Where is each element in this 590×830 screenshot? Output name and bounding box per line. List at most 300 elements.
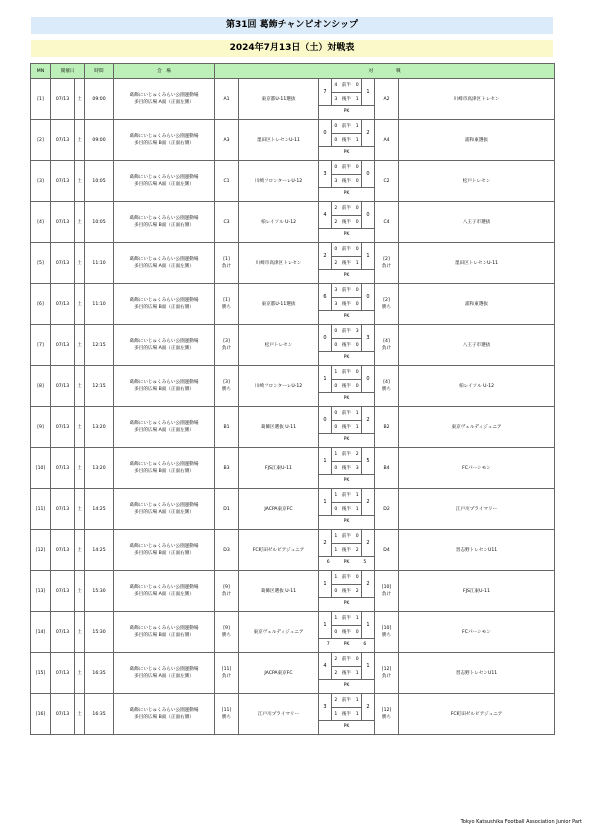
first-half-score-a: 2	[334, 657, 338, 662]
slot-b-note: 勝ち	[381, 305, 392, 310]
first-half-label: 前半	[341, 288, 352, 293]
match-time: 16:35	[85, 653, 114, 694]
total-score-b: 1	[366, 622, 370, 628]
first-half-score-b: 0	[355, 206, 359, 211]
match-number: [2]	[31, 120, 51, 161]
slot-a-cell	[215, 79, 239, 120]
first-half-score-b: 0	[355, 575, 359, 580]
team-a: 葛飾区選抜 U-11	[239, 407, 319, 448]
slot-a-note: 勝ち	[221, 715, 232, 720]
venue-cell	[114, 79, 215, 120]
match-time: 10:05	[85, 161, 114, 202]
pk-score-a	[319, 433, 337, 447]
slot-b-cell	[375, 653, 399, 694]
second-half-label: 後半	[341, 179, 352, 184]
first-half-label: 前半	[341, 206, 352, 211]
pk-label: PK	[343, 642, 350, 647]
match-number: [8]	[31, 366, 51, 407]
score-cell	[319, 325, 375, 366]
slot-b-note: 勝ち	[381, 633, 392, 638]
total-score-b: 3	[366, 335, 370, 341]
pk-score-a	[319, 515, 337, 529]
match-date: 07/13	[51, 366, 75, 407]
slot-b-cell	[375, 325, 399, 366]
second-half-score-a: 2	[334, 671, 338, 676]
slot-b: A4	[383, 137, 390, 143]
first-half-score-a: 1	[334, 575, 338, 580]
total-score-a: 2	[323, 253, 327, 259]
pk-score-a	[319, 146, 337, 160]
slot-a: [11]	[221, 708, 232, 713]
match-row	[31, 202, 555, 243]
pk-score-a: 7	[326, 642, 330, 647]
slot-b-cell	[375, 79, 399, 120]
first-half-score-b: 1	[355, 698, 359, 703]
slot-a-note: 勝ち	[221, 387, 232, 392]
team-b: 川崎市高津区トレセン	[399, 79, 555, 120]
pk-score-a	[319, 720, 337, 734]
score-cell	[319, 694, 375, 735]
match-date: 07/13	[51, 448, 75, 489]
total-score-a: 1	[323, 581, 327, 587]
pk-label: PK	[343, 109, 350, 114]
second-half-score-a: 0	[334, 507, 338, 512]
slot-a-cell	[215, 612, 239, 653]
pk-score-b	[356, 228, 374, 242]
total-score-b: 5	[366, 458, 370, 464]
second-half-label: 後半	[341, 507, 352, 512]
pk-label: PK	[343, 314, 350, 319]
match-row	[31, 325, 555, 366]
venue-field: 多目的広場 B面（正面右側）	[134, 223, 194, 228]
match-day: 土	[75, 530, 85, 571]
match-number: [3]	[31, 161, 51, 202]
second-half-score-b: 1	[355, 671, 359, 676]
second-half-score-b: 0	[355, 384, 359, 389]
slot-b: [4]	[383, 380, 390, 385]
slot-b-cell	[375, 612, 399, 653]
venue-cell	[114, 325, 215, 366]
slot-a-cell	[215, 202, 239, 243]
score-cell	[319, 161, 375, 202]
venue-cell	[114, 243, 215, 284]
team-b: 松戸トレセン	[399, 161, 555, 202]
team-b: FJS江東U-11	[399, 571, 555, 612]
total-score-b: 0	[366, 376, 370, 382]
match-date: 07/13	[51, 407, 75, 448]
pk-score-a	[319, 187, 337, 201]
slot-a-cell	[215, 366, 239, 407]
match-time: 09:00	[85, 120, 114, 161]
total-score-b: 2	[366, 581, 370, 587]
total-score-b: 1	[366, 253, 370, 259]
match-number: [15]	[31, 653, 51, 694]
venue-field: 多目的広場 A面（正面左側）	[134, 510, 194, 515]
team-b: 柏レイソル U-12	[399, 366, 555, 407]
score-cell	[319, 653, 375, 694]
venue-cell	[114, 407, 215, 448]
score-cell	[319, 448, 375, 489]
venue-cell	[114, 284, 215, 325]
team-b: 浦和東選抜	[399, 120, 555, 161]
match-day: 土	[75, 694, 85, 735]
pk-label: PK	[343, 396, 350, 401]
first-half-label: 前半	[341, 657, 352, 662]
venue-name: 葛飾にいじゅくみらい公園運動場	[129, 421, 199, 426]
team-a: FJS江東U-11	[239, 448, 319, 489]
pk-score-a	[319, 392, 337, 406]
first-half-label: 前半	[341, 493, 352, 498]
team-a: 江戸川プライマリー	[239, 694, 319, 735]
venue-name: 葛飾にいじゅくみらい公園運動場	[129, 175, 199, 180]
match-date: 07/13	[51, 325, 75, 366]
second-half-score-b: 2	[355, 589, 359, 594]
match-day: 土	[75, 653, 85, 694]
team-b: 八王子市選抜	[399, 202, 555, 243]
pk-score-b	[356, 269, 374, 283]
venue-name: 葛飾にいじゅくみらい公園運動場	[129, 585, 199, 590]
slot-b-cell	[375, 571, 399, 612]
match-number: [6]	[31, 284, 51, 325]
slot-b: B2	[383, 424, 390, 430]
pk-score-a	[319, 228, 337, 242]
pk-score-b	[356, 433, 374, 447]
match-row	[31, 407, 555, 448]
first-half-score-b: 0	[355, 83, 359, 88]
match-date: 07/13	[51, 161, 75, 202]
first-half-score-a: 2	[334, 698, 338, 703]
team-a: JACPA東京FC	[239, 489, 319, 530]
venue-field: 多目的広場 A面（正面左側）	[134, 182, 194, 187]
match-time: 15:30	[85, 612, 114, 653]
first-half-score-a: 0	[334, 247, 338, 252]
match-date: 07/13	[51, 530, 75, 571]
pk-score-b	[356, 597, 374, 611]
slot-a-cell	[215, 489, 239, 530]
first-half-label: 前半	[341, 370, 352, 375]
slot-a: [1]	[223, 298, 230, 303]
slot-a-cell	[215, 653, 239, 694]
first-half-score-b: 1	[355, 124, 359, 129]
match-time: 14:25	[85, 489, 114, 530]
pk-score-b: 5	[363, 560, 367, 565]
venue-name: 葛飾にいじゅくみらい公園運動場	[129, 93, 199, 98]
first-half-label: 前半	[341, 534, 352, 539]
first-half-label: 前半	[341, 411, 352, 416]
pk-score-b	[356, 515, 374, 529]
score-cell	[319, 530, 375, 571]
slot-b-cell	[375, 243, 399, 284]
slot-b-cell	[375, 407, 399, 448]
pk-score-a	[319, 310, 337, 324]
first-half-score-a: 0	[334, 329, 338, 334]
match-date: 07/13	[51, 79, 75, 120]
slot-a-note: 負け	[221, 592, 232, 597]
total-score-b: 1	[366, 89, 370, 95]
match-day: 土	[75, 571, 85, 612]
venue-name: 葛飾にいじゅくみらい公園運動場	[129, 134, 199, 139]
venue-field: 多目的広場 A面（正面左側）	[134, 100, 194, 105]
second-half-label: 後半	[341, 343, 352, 348]
score-cell	[319, 120, 375, 161]
first-half-score-a: 4	[334, 83, 338, 88]
second-half-score-a: 3	[334, 179, 338, 184]
pk-score-a	[319, 105, 337, 119]
second-half-score-a: 0	[334, 589, 338, 594]
first-half-score-b: 1	[355, 616, 359, 621]
total-score-a: 4	[323, 212, 327, 218]
slot-a: [3]	[223, 339, 230, 344]
slot-a-note: 勝ち	[221, 305, 232, 310]
venue-field: 多目的広場 B面（正面右側）	[134, 715, 194, 720]
footer-credit: Tokyo Katsushika Football Association Junior Part	[460, 819, 582, 825]
pk-label: PK	[343, 232, 350, 237]
match-number: [11]	[31, 489, 51, 530]
score-cell	[319, 489, 375, 530]
second-half-score-a: 0	[334, 630, 338, 635]
team-a: 葛飾区選抜 U-11	[239, 571, 319, 612]
slot-a-note: 負け	[221, 346, 232, 351]
second-half-score-a: 2	[334, 220, 338, 225]
total-score-b: 0	[366, 171, 370, 177]
slot-b: [10]	[381, 626, 392, 631]
slot-a: [9]	[223, 585, 230, 590]
slot-b: D4	[383, 547, 390, 553]
slot-a-cell	[215, 120, 239, 161]
team-b: 墨田区トレセンU-11	[399, 243, 555, 284]
second-half-score-b: 3	[355, 466, 359, 471]
total-score-a: 0	[323, 335, 327, 341]
pk-score-b	[356, 392, 374, 406]
venue-name: 葛飾にいじゅくみらい公園運動場	[129, 298, 199, 303]
pk-score-a	[319, 679, 337, 693]
slot-b: A2	[383, 96, 390, 102]
second-half-score-a: 0	[334, 138, 338, 143]
slot-b-cell	[375, 489, 399, 530]
slot-b: D2	[383, 506, 390, 512]
match-number: [4]	[31, 202, 51, 243]
pk-label: PK	[343, 724, 350, 729]
pk-label: PK	[343, 560, 350, 565]
team-a: 川崎フロンターレU-12	[239, 366, 319, 407]
first-half-score-a: 1	[334, 616, 338, 621]
slot-a-cell	[215, 530, 239, 571]
slot-a-cell	[215, 325, 239, 366]
venue-cell	[114, 448, 215, 489]
match-day: 土	[75, 407, 85, 448]
pk-score-b	[356, 105, 374, 119]
slot-a-note: 負け	[221, 264, 232, 269]
pk-label: PK	[343, 478, 350, 483]
match-row	[31, 243, 555, 284]
slot-a: A3	[223, 137, 230, 143]
match-row	[31, 571, 555, 612]
second-half-score-b: 0	[355, 302, 359, 307]
second-half-score-a: 3	[334, 302, 338, 307]
first-half-score-b: 0	[355, 288, 359, 293]
first-half-label: 前半	[341, 165, 352, 170]
pk-score-b	[356, 474, 374, 488]
venue-name: 葛飾にいじゅくみらい公園運動場	[129, 667, 199, 672]
slot-b-cell	[375, 694, 399, 735]
venue-field: 多目的広場 B面（正面右側）	[134, 633, 194, 638]
match-day: 土	[75, 243, 85, 284]
first-half-label: 前半	[341, 124, 352, 129]
match-time: 12:15	[85, 366, 114, 407]
slot-a-note: 勝ち	[221, 633, 232, 638]
team-b: 習志野トレセンU11	[399, 530, 555, 571]
venue-cell	[114, 612, 215, 653]
second-half-label: 後半	[341, 630, 352, 635]
match-date: 07/13	[51, 284, 75, 325]
first-half-score-a: 0	[334, 165, 338, 170]
second-half-label: 後半	[341, 261, 352, 266]
header-match: 対 戦	[215, 64, 555, 79]
second-half-score-b: 0	[355, 179, 359, 184]
venue-cell	[114, 366, 215, 407]
schedule-body	[31, 79, 555, 735]
match-row	[31, 448, 555, 489]
total-score-a: 4	[323, 663, 327, 669]
match-day: 土	[75, 366, 85, 407]
match-row	[31, 161, 555, 202]
second-half-score-a: 3	[334, 97, 338, 102]
total-score-a: 0	[323, 130, 327, 136]
venue-cell	[114, 489, 215, 530]
slot-b-note: 勝ち	[381, 387, 392, 392]
total-score-a: 0	[323, 417, 327, 423]
slot-a: A1	[223, 96, 230, 102]
header-date: 開催日	[51, 64, 85, 79]
first-half-score-a: 0	[334, 411, 338, 416]
second-half-score-b: 2	[355, 548, 359, 553]
slot-b: [10]	[381, 585, 392, 590]
slot-a-cell	[215, 407, 239, 448]
score-cell	[319, 79, 375, 120]
pk-label: PK	[343, 519, 350, 524]
match-number: [14]	[31, 612, 51, 653]
team-a: FC町田ゼルビアジュニア	[239, 530, 319, 571]
team-a: 川崎フロンターレU-12	[239, 161, 319, 202]
match-number: [5]	[31, 243, 51, 284]
venue-name: 葛飾にいじゅくみらい公園運動場	[129, 544, 199, 549]
slot-a: C1	[223, 178, 230, 184]
slot-a: [11]	[221, 667, 232, 672]
match-day: 土	[75, 448, 85, 489]
second-half-score-b: 1	[355, 712, 359, 717]
score-cell	[319, 243, 375, 284]
slot-a: [1]	[223, 257, 230, 262]
first-half-score-a: 1	[334, 452, 338, 457]
match-date: 07/13	[51, 243, 75, 284]
match-row	[31, 530, 555, 571]
pk-score-b	[356, 679, 374, 693]
first-half-label: 前半	[341, 452, 352, 457]
pk-score-a	[319, 474, 337, 488]
pk-score-b	[356, 720, 374, 734]
match-row	[31, 612, 555, 653]
venue-field: 多目的広場 B面（正面右側）	[134, 469, 194, 474]
slot-b-note: 負け	[381, 592, 392, 597]
venue-cell	[114, 120, 215, 161]
match-time: 16:35	[85, 694, 114, 735]
match-number: [1]	[31, 79, 51, 120]
second-half-label: 後半	[341, 466, 352, 471]
total-score-a: 1	[323, 376, 327, 382]
second-half-score-b: 0	[355, 630, 359, 635]
schedule-table	[30, 63, 555, 735]
second-half-score-b: 1	[355, 507, 359, 512]
match-number: [16]	[31, 694, 51, 735]
slot-a-cell	[215, 571, 239, 612]
first-half-label: 前半	[341, 698, 352, 703]
team-a: 東京都U-11選抜	[239, 79, 319, 120]
venue-field: 多目的広場 A面（正面左側）	[134, 428, 194, 433]
second-half-score-a: 0	[334, 466, 338, 471]
match-day: 土	[75, 202, 85, 243]
second-half-label: 後半	[341, 220, 352, 225]
second-half-score-a: 1	[334, 548, 338, 553]
slot-b-note: 負け	[381, 346, 392, 351]
pk-label: PK	[343, 191, 350, 196]
page-title: 第31回 葛飾チャンピオンシップ	[31, 17, 553, 34]
slot-b: [2]	[383, 257, 390, 262]
page-subtitle: 2024年7月13日（土）対戦表	[31, 40, 553, 57]
venue-field: 多目的広場 A面（正面左側）	[134, 346, 194, 351]
venue-field: 多目的広場 B面（正面右側）	[134, 141, 194, 146]
total-score-a: 6	[323, 294, 327, 300]
total-score-b: 2	[366, 417, 370, 423]
match-day: 土	[75, 489, 85, 530]
match-time: 10:05	[85, 202, 114, 243]
team-a: JACPA東京FC	[239, 653, 319, 694]
venue-name: 葛飾にいじゅくみらい公園運動場	[129, 462, 199, 467]
slot-b: [12]	[381, 708, 392, 713]
first-half-score-a: 3	[334, 288, 338, 293]
team-a: 柏レイソル U-12	[239, 202, 319, 243]
second-half-label: 後半	[341, 384, 352, 389]
team-a: 東京ヴェルディジュニア	[239, 612, 319, 653]
slot-a: [9]	[223, 626, 230, 631]
match-number: [13]	[31, 571, 51, 612]
match-day: 土	[75, 161, 85, 202]
total-score-b: 1	[366, 663, 370, 669]
second-half-score-b: 0	[355, 220, 359, 225]
pk-score-a	[319, 597, 337, 611]
first-half-score-a: 2	[334, 206, 338, 211]
venue-field: 多目的広場 A面（正面左側）	[134, 674, 194, 679]
team-b: 東京ヴェルディジュニア	[399, 407, 555, 448]
second-half-label: 後半	[341, 548, 352, 553]
total-score-a: 3	[323, 704, 327, 710]
slot-b: B4	[383, 465, 390, 471]
team-b: FC町田ゼルビアジュニア	[399, 694, 555, 735]
total-score-b: 0	[366, 294, 370, 300]
match-date: 07/13	[51, 612, 75, 653]
second-half-score-a: 1	[334, 712, 338, 717]
venue-name: 葛飾にいじゅくみらい公園運動場	[129, 339, 199, 344]
pk-score-a	[319, 351, 337, 365]
slot-b: [2]	[383, 298, 390, 303]
match-row	[31, 120, 555, 161]
team-b: 八王子市選抜	[399, 325, 555, 366]
match-time: 09:00	[85, 79, 114, 120]
slot-b-cell	[375, 448, 399, 489]
header-time: 時間	[85, 64, 114, 79]
pk-label: PK	[343, 437, 350, 442]
second-half-label: 後半	[341, 138, 352, 143]
first-half-score-a: 1	[334, 493, 338, 498]
